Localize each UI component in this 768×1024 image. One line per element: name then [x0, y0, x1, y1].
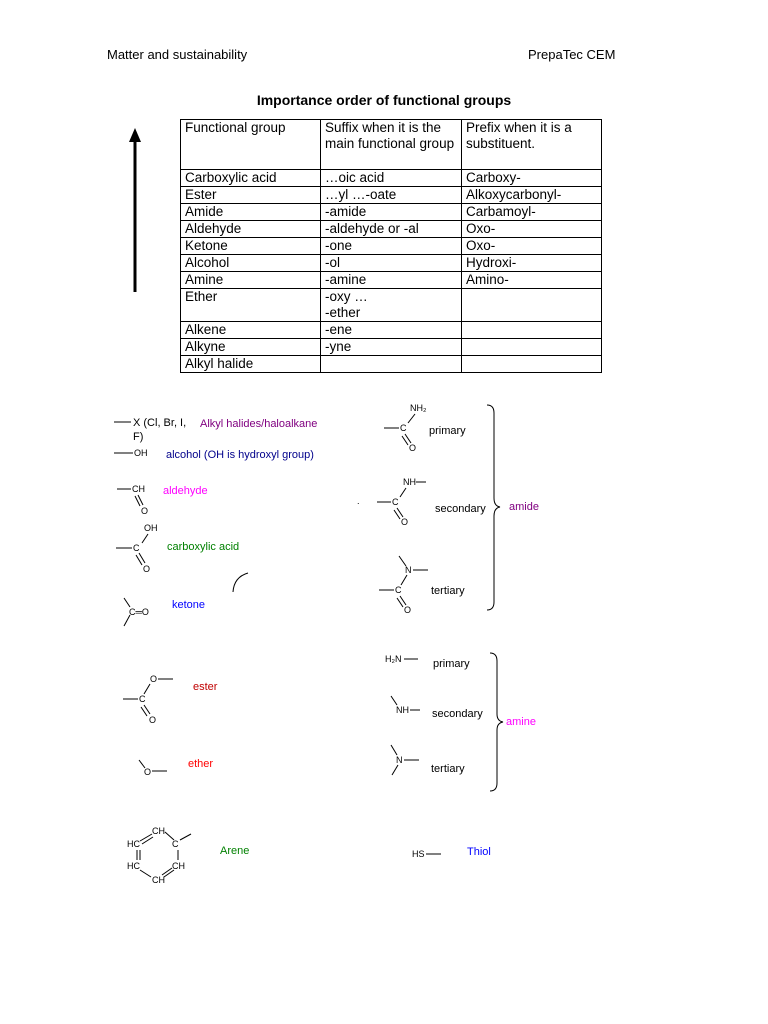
amide1-c-text: C — [400, 423, 407, 433]
arene-hc-2: HC — [127, 861, 140, 871]
table-cell: -aldehyde or -al — [321, 221, 462, 238]
amide-label: amide — [509, 501, 539, 513]
ketone-co-text: C═O — [129, 607, 149, 617]
carboxylic-acid-structure — [116, 523, 158, 574]
table-cell: Aldehyde — [181, 221, 321, 238]
table-cell: -yne — [321, 339, 462, 356]
ester-label: ester — [193, 681, 218, 693]
ether-label: ether — [188, 758, 214, 770]
table-cell: -ol — [321, 255, 462, 272]
table-cell: …oic acid — [321, 170, 462, 187]
table-cell: Carboxylic acid — [181, 170, 321, 187]
amide1-o-text: O — [409, 443, 417, 453]
header-cell: Prefix when it is a substituent. — [462, 120, 602, 170]
table-cell: Alkoxycarbonyl- — [462, 187, 602, 204]
table-cell: Ketone — [181, 238, 321, 255]
aldehyde-o-text: O — [141, 506, 149, 516]
amide-nh-text: NH — [403, 477, 416, 487]
arene-ch-top: CH — [152, 826, 165, 836]
alcohol-structure — [114, 448, 148, 458]
table-cell: …yl …-oate — [321, 187, 462, 204]
header-cell: Functional group — [181, 120, 321, 170]
arene-label: Arene — [220, 845, 250, 857]
carboxylic-acid-label: carboxylic acid — [167, 541, 240, 553]
amide-primary-label: primary — [429, 425, 466, 437]
table-cell: Amino- — [462, 272, 602, 289]
halide-formula: X (Cl, Br, I, F) — [133, 417, 187, 443]
amine-tertiary-label: tertiary — [431, 763, 465, 775]
thiol-structure — [412, 849, 441, 859]
carboxylic-o-text: O — [143, 564, 151, 574]
amide3-o-text: O — [404, 605, 412, 615]
header-school: PrepaTec CEM — [528, 47, 616, 62]
table-cell: Oxo- — [462, 221, 602, 238]
secondary-amine-structure — [391, 696, 420, 715]
ester-o-bottom-text: O — [149, 715, 157, 725]
table-cell: Alkyl halide — [181, 356, 321, 373]
arene-structure — [127, 826, 191, 885]
alcohol-label: alcohol (OH is hydroxyl group) — [166, 449, 314, 461]
page-title: Importance order of functional groups — [256, 92, 512, 108]
table-cell: Amide — [181, 204, 321, 221]
ester-c-text: C — [139, 694, 146, 704]
arene-c-sub: C — [172, 839, 179, 849]
aldehyde-structure — [117, 484, 148, 516]
header-cell: Suffix when it is the main functional group — [321, 120, 462, 170]
arene-hc-1: HC — [127, 839, 140, 849]
ketone-structure — [124, 598, 149, 626]
amine-n-text: N — [396, 755, 403, 765]
table-cell: Carbamoyl- — [462, 204, 602, 221]
alcohol-oh-text: OH — [134, 448, 148, 458]
table-cell: -one — [321, 238, 462, 255]
primary-amide-structure — [384, 403, 427, 453]
amide2-o-text: O — [401, 517, 409, 527]
amide2-c-text: C — [392, 497, 399, 507]
table-cell: Alkyne — [181, 339, 321, 356]
header-course: Matter and sustainability — [107, 47, 248, 62]
ketone-label: ketone — [172, 599, 206, 611]
amide-secondary-label: secondary — [435, 503, 486, 515]
ester-structure — [123, 674, 173, 725]
ether-o-text: O — [144, 767, 152, 777]
stray-dot-mark: . — [357, 496, 360, 506]
table-cell: Oxo- — [462, 238, 602, 255]
table-cell: -amine — [321, 272, 462, 289]
arene-ch-bottom: CH — [152, 875, 165, 885]
stray-arc-mark — [233, 573, 248, 592]
carboxylic-c-text: C — [133, 543, 140, 553]
thiol-label: Thiol — [467, 846, 491, 858]
table-cell: Carboxy- — [462, 170, 602, 187]
amide-tertiary-label: tertiary — [431, 585, 465, 597]
halide-label: Alkyl halides/haloalkane — [200, 418, 318, 430]
tertiary-amide-structure — [379, 556, 428, 615]
table-cell: -oxy … -ether — [321, 289, 462, 322]
table-cell: Ester — [181, 187, 321, 204]
aldehyde-label: aldehyde — [163, 485, 208, 497]
table-cell: -ene — [321, 322, 462, 339]
table-cell: Alcohol — [181, 255, 321, 272]
thiol-hs-text: HS — [412, 849, 425, 859]
tertiary-amine-structure — [391, 745, 419, 775]
aldehyde-ch-text: CH — [132, 484, 145, 494]
amine-label: amine — [506, 716, 536, 728]
amine-primary-label: primary — [433, 658, 470, 670]
ether-structure — [139, 760, 167, 777]
amide-brace — [487, 405, 500, 610]
ester-o-top-text: O — [150, 674, 158, 684]
table-cell: Amine — [181, 272, 321, 289]
table-cell: Hydroxi- — [462, 255, 602, 272]
secondary-amide-structure — [377, 477, 426, 527]
amine-brace — [490, 653, 503, 791]
table-cell: Alkene — [181, 322, 321, 339]
arene-ch-right: CH — [172, 861, 185, 871]
table-cell: Ether — [181, 289, 321, 322]
table-cell: -amide — [321, 204, 462, 221]
amide3-c-text: C — [395, 585, 402, 595]
amide-n-text: N — [405, 565, 412, 575]
amine-h2n-text: H₂N — [385, 654, 402, 664]
amine-secondary-label: secondary — [432, 708, 483, 720]
primary-amine-structure — [385, 654, 418, 664]
carboxylic-oh-text: OH — [144, 523, 158, 533]
amine-nh-text: NH — [396, 705, 409, 715]
amide-nh2-text: NH₂ — [410, 403, 427, 413]
